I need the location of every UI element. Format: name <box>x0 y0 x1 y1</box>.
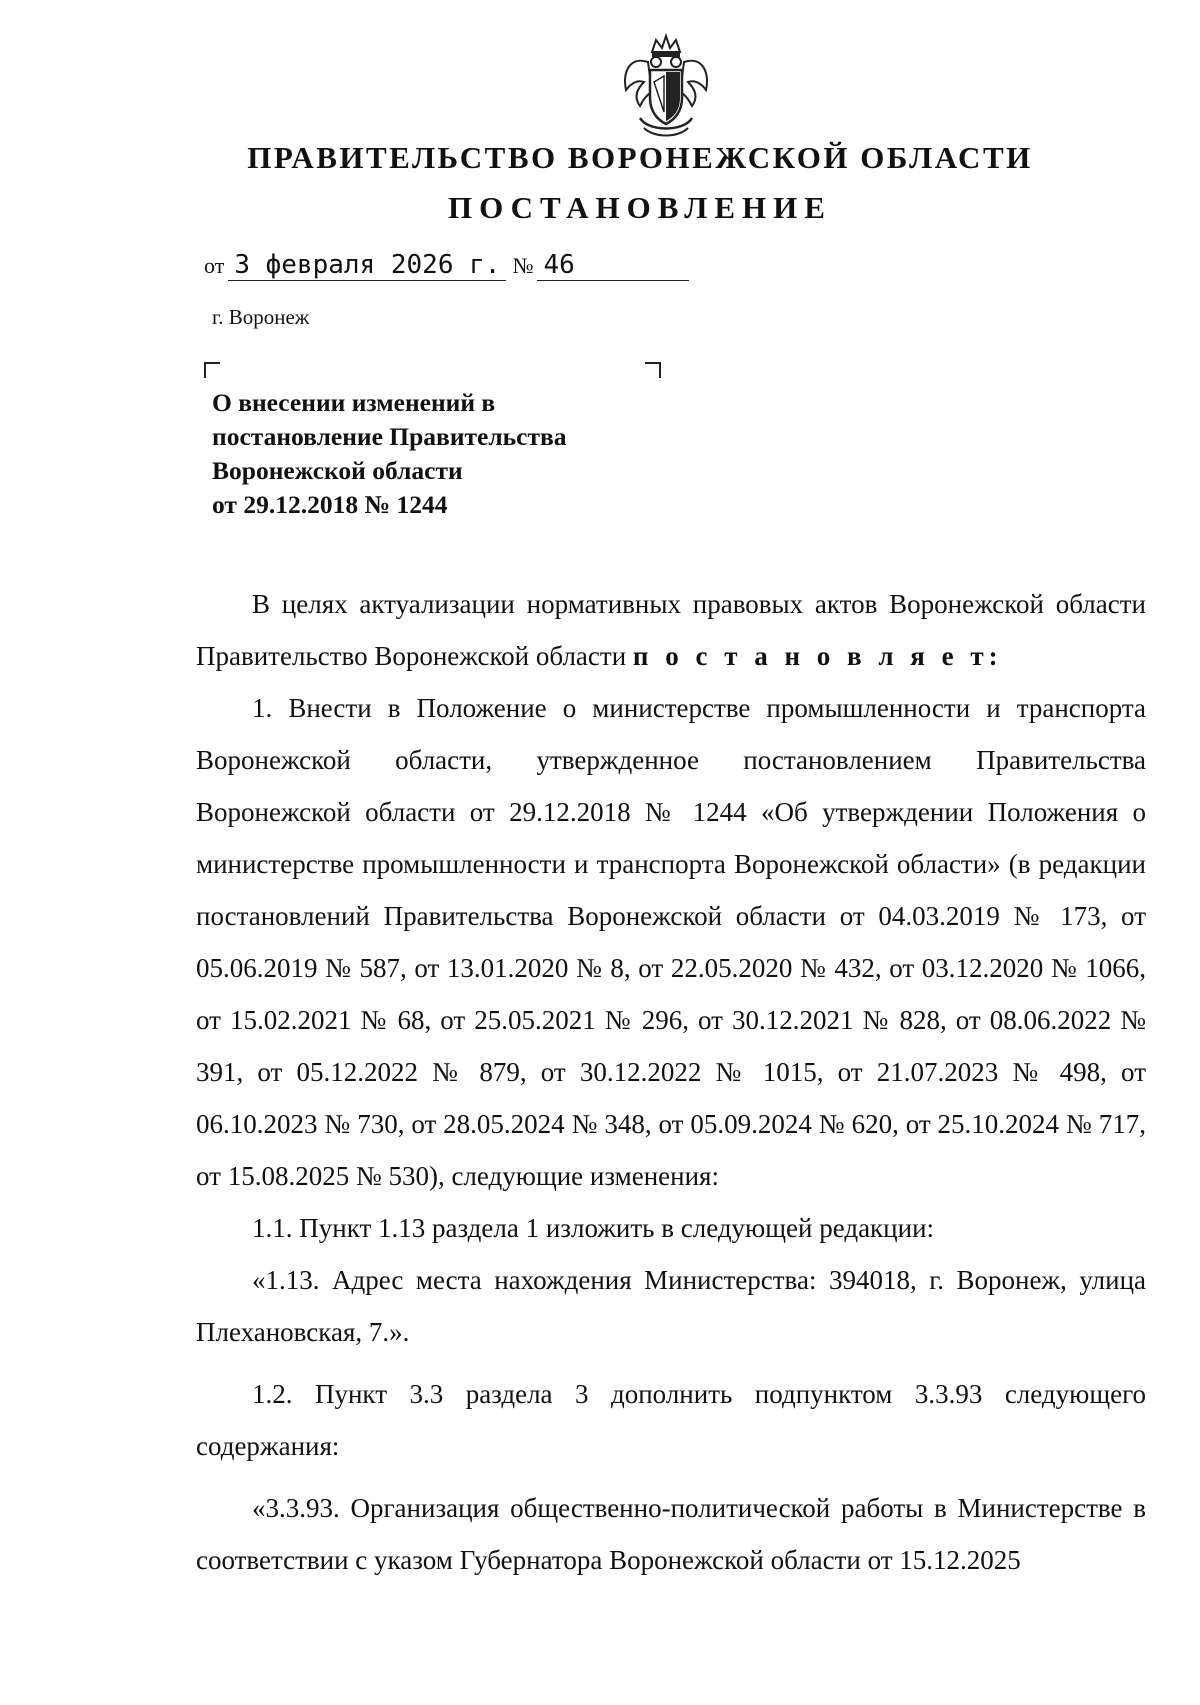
document-number: 46 <box>537 250 689 281</box>
subject-line: постановление Правительства <box>212 422 567 451</box>
item-1-1-text: «1.13. Адрес места нахождения Министерства: 394018, г. Воронеж, улица Плехановская, 7.». <box>196 1265 1146 1347</box>
item-1: 1. Внести в Положение о министерстве промышленности и транспорта Воронежской области, утвержденное постановлением Правительства Воронежской области от 29.12.2018 № 1244 «Об утверждении Положения о министерстве промышленности и транспорта Воронежской области» (в редакции постановлений Правительства Воронежской области от 04.03.2019 № 173, от 05.06.2019 № 587, от 13.01.2020 № 8, от 22.05.2020 № 432, от 03.12.2020 № 1066, от 15.02.2021 № 68, от 25.05.2021 № 296, от 30.12.2021 № 828, от 08.06.2022 № 391, от 05.12.2022 № 879, от 30.12.2022 № 1015, от 21.07.2023 № 498, от 06.10.2023 № 730, от 28.05.2024 № 348, от 05.09.2024 № 620, от 25.10.2024 № 717, от 15.08.2025 № 530), следующие изменения: <box>196 693 1146 1191</box>
date-prefix: от <box>204 253 225 278</box>
preamble-paragraph <box>196 578 1146 682</box>
subject-line: от 29.12.2018 № 1244 <box>212 490 448 519</box>
date-number-line <box>204 250 695 281</box>
corner-mark-left <box>204 362 220 378</box>
item-1-2: 1.2. Пункт 3.3 раздела 3 дополнить подпунктом 3.3.93 следующего содержания: <box>196 1379 1146 1461</box>
number-prefix: № <box>512 253 534 278</box>
preamble-text: В целях актуализации нормативных правовых актов Воронежской области Правительство Воронежской области <box>196 589 1146 671</box>
item-1-2-text: «3.3.93. Организация общественно-политической работы в Министерстве в соответствии с указом Губернатора Воронежской области от 15.12.2025 <box>196 1493 1146 1575</box>
subject-line: Воронежской области <box>212 456 463 485</box>
resolves-word: п о с т а н о в л я е т: <box>632 641 1003 671</box>
coat-of-arms-icon <box>618 32 714 144</box>
organization-title: ПРАВИТЕЛЬСТВО ВОРОНЕЖСКОЙ ОБЛАСТИ <box>247 140 1033 175</box>
document-body <box>196 578 1146 1586</box>
city: г. Воронеж <box>212 305 310 329</box>
corner-mark-right <box>645 362 661 378</box>
document-type: ПОСТАНОВЛЕНИЕ <box>448 190 832 225</box>
document-subject <box>212 386 672 522</box>
subject-line: О внесении изменений в <box>212 388 496 417</box>
item-1-1: 1.1. Пункт 1.13 раздела 1 изложить в следующей редакции: <box>252 1213 935 1243</box>
document-date: 3 февраля 2026 г. <box>228 250 506 281</box>
